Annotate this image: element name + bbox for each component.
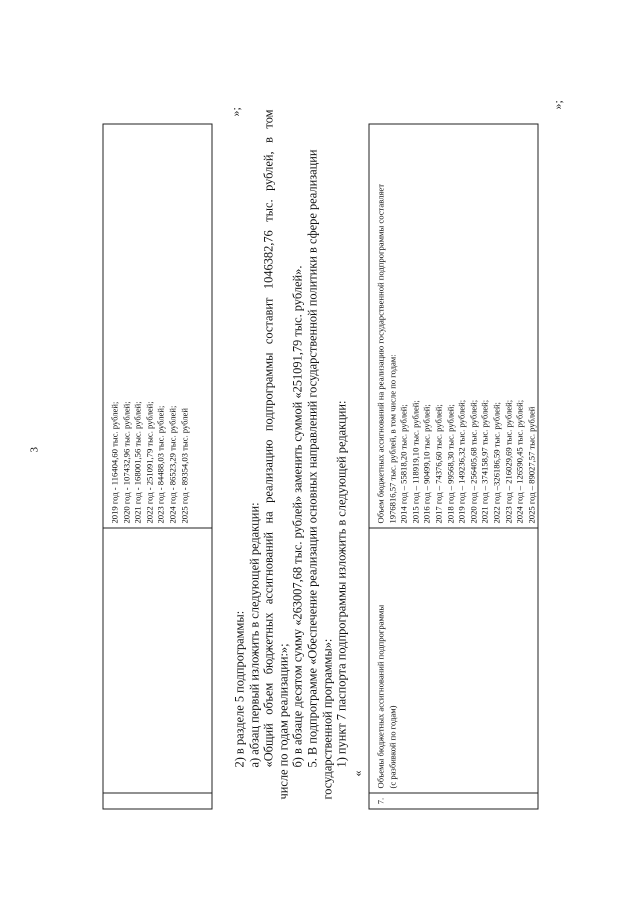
year-amount-line: 2021 год – 374158,97 тыс. рублей;: [479, 399, 490, 524]
body-line: 5. В подпрограмме «Обеспечение реализации основных направлений государственной политики в сфере реализации: [305, 149, 320, 768]
item-name: [370, 529, 538, 794]
year-amount-line: 2025 год - 89354,03 тыс. рублей: [179, 408, 190, 524]
year-amount-line: 2023 год - 84488,03 тыс. рублей;: [155, 405, 166, 524]
year-amount-line: 2019 год - 116404,60 тыс. рублей;: [109, 401, 120, 524]
body-line: б) в абзаце десятом сумму «263007,68 тыс. рублей» заменить суммой «251091,79 тыс. рублей».: [290, 265, 305, 768]
item-value-line: Объем бюджетных ассигнований на реализацию государственной подпрограммы составляет: [375, 184, 386, 524]
body-text: [233, 110, 350, 800]
year-amount-line: 2025 год – 89027,57 тыс. рублей: [526, 406, 537, 524]
year-amount-line: 2023 год – 216029,69 тыс. рублей;: [503, 399, 514, 524]
year-amount-line: 2020 год – 256405,68 тыс. рублей;: [468, 399, 479, 524]
passport-item-7-table: [369, 124, 539, 810]
body-line: «Общий объем бюджетных ассигнований на реализацию подпрограммы составит 1046382,76 тыс. рублей, в том: [261, 109, 276, 768]
year-amount-line: 2019 год – 149236,32 тыс. рублей;: [456, 399, 467, 524]
table-cell-label: [104, 529, 212, 794]
body-line: числе по годам реализации:»;: [276, 643, 291, 800]
year-amount-line: 2020 год - 107432,96 тыс. рублей;: [121, 401, 132, 524]
year-amount-line: 2016 год – 90499,10 тыс. рублей;: [421, 404, 432, 524]
year-amount-line: 2022 год –326186,59 тыс. рублей;: [491, 402, 502, 524]
year-amount-line: 2022 год - 251091,79 тыс. рублей;: [144, 401, 155, 524]
year-amount-line: 2015 год – 118919,10 тыс. рублей;: [410, 400, 421, 524]
item-value: [370, 125, 538, 529]
item-number: 7.: [375, 797, 386, 805]
year-amount-line: 2024 год - 86523,29 тыс. рублей;: [167, 405, 178, 524]
year-amount-line: 2014 год – 55818,20 тыс. рублей;: [398, 404, 409, 524]
body-line: а) абзац первый изложить в следующей редакции:: [247, 502, 262, 768]
year-amount-line: 2017 год – 74376,60 тыс. рублей;: [433, 404, 444, 524]
funding-table-continued: [103, 124, 213, 810]
item-value-line: 1976816,57 тыс. рублей, в том числе по годам:: [387, 354, 398, 524]
table-cell-number: [104, 794, 212, 809]
year-amount-line: 2018 год – 99568,30 тыс. рублей;: [445, 404, 456, 524]
page-number: 3: [28, 447, 41, 453]
table-cell-amounts: [104, 125, 212, 529]
rotated-document-page: [1, 0, 640, 905]
body-line: 2) в разделе 5 подпрограммы:: [232, 610, 247, 768]
closing-quote-1: »;: [228, 107, 243, 117]
item-name-line: (с разбивкой по годам): [387, 705, 398, 789]
body-line: 1) пункт 7 паспорта подпрограммы изложить в следующей редакции:: [334, 400, 349, 768]
closing-quote-2: »;: [550, 100, 565, 110]
year-amount-line: 2024 год – 126590,45 тыс. рублей;: [514, 399, 525, 524]
body-line: государственной программы»:: [320, 638, 335, 800]
item-name-line: Объемы бюджетных ассигнований подпрограммы: [375, 604, 386, 789]
year-amount-line: 2021 год - 168001,56 тыс. рублей;: [132, 401, 143, 524]
opening-quote: «: [350, 770, 365, 777]
